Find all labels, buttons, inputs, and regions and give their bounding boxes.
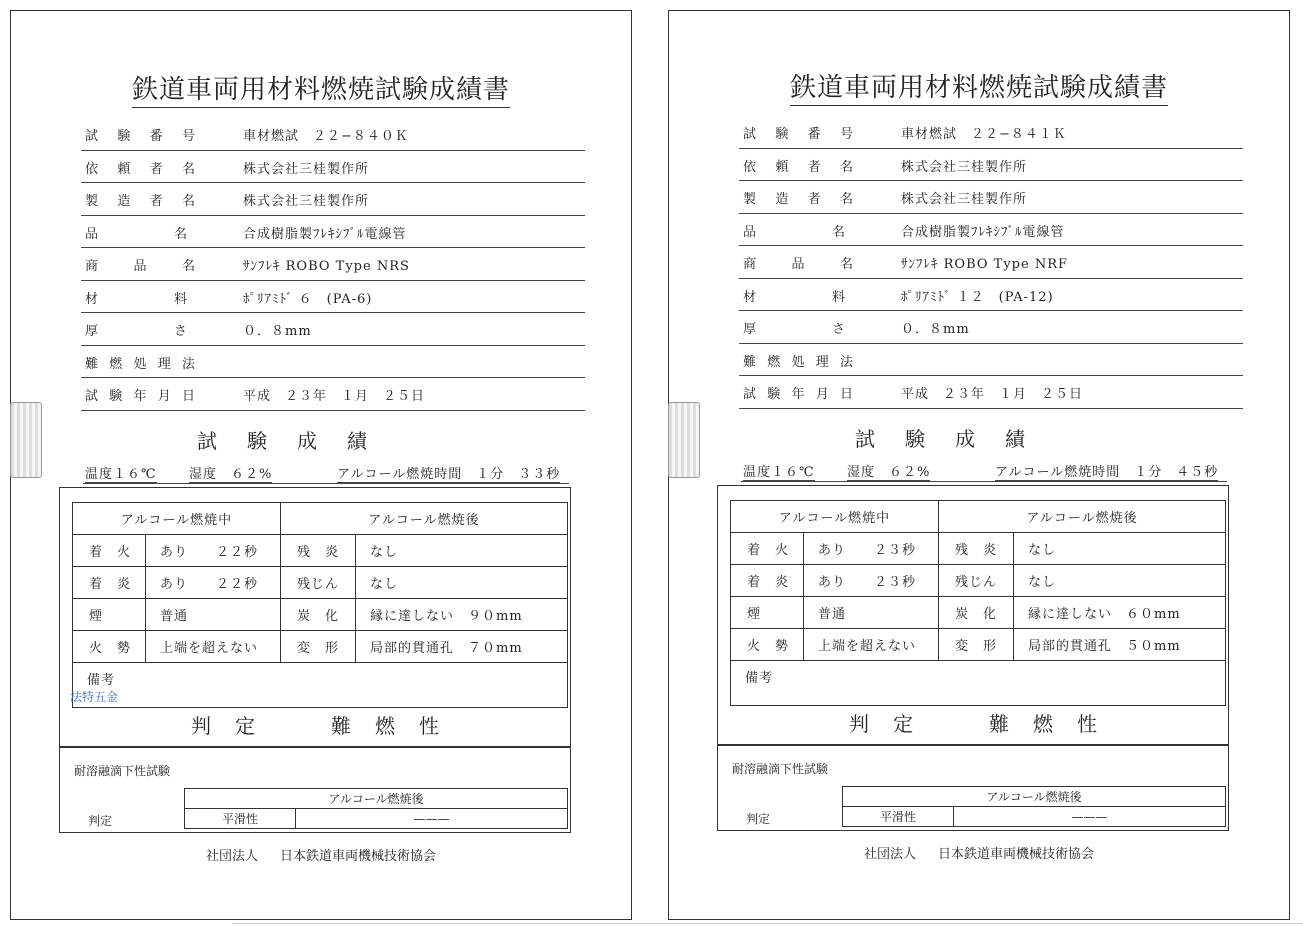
table-row: [73, 567, 568, 599]
label-char: 験: [109, 389, 123, 404]
test-conditions: [83, 463, 569, 484]
cell-value: 縁に達しない ９０mm: [356, 599, 568, 631]
info-row: [739, 214, 1243, 247]
cell-item: 残 炎: [939, 533, 1014, 565]
footer-org: 社団法人: [205, 849, 258, 864]
table-row: [731, 597, 1226, 629]
label-char: 試: [85, 129, 99, 144]
drip-box: [59, 747, 571, 833]
drip-title: 耐溶融滴下性試験: [74, 764, 171, 778]
drip-title: 耐溶融滴下性試験: [732, 762, 829, 776]
label-char: 法: [181, 356, 195, 372]
cell-value: 縁に達しない ６０mm: [1014, 597, 1226, 629]
info-label: [85, 125, 195, 144]
info-row: [81, 281, 585, 314]
info-label: [743, 318, 845, 337]
label-char: 品: [133, 259, 147, 274]
during-header: アルコール燃焼中: [731, 501, 939, 533]
label-char: 試: [743, 127, 757, 142]
info-value: 株式会社三桂製作所: [901, 159, 1028, 175]
label-char: 厚: [743, 322, 757, 337]
footer-name: 日本鉄道車両機械技術協会: [280, 849, 437, 864]
info-value: ﾎﾟﾘｱﾐﾄﾞ ６ (PA-6): [243, 291, 373, 307]
cell-item: 炭 化: [281, 599, 356, 631]
table-row: [73, 535, 568, 567]
label-char: 名: [181, 259, 195, 274]
seal-stamp: [10, 402, 42, 478]
verdict: [718, 708, 1228, 737]
cell-value: 普通: [804, 597, 939, 629]
drip-result: ———: [954, 807, 1226, 827]
verdict-label-char: 判: [849, 712, 869, 736]
info-row: [81, 378, 585, 411]
info-label: [743, 156, 853, 175]
label-char: 商: [85, 259, 99, 274]
label-char: 月: [815, 387, 829, 402]
info-label: [85, 288, 187, 307]
label-char: さ: [173, 324, 187, 339]
info-row: [739, 344, 1243, 377]
label-char: 名: [839, 159, 853, 175]
info-row: [739, 311, 1243, 344]
label-char: 理: [157, 356, 171, 372]
label-char: 材: [743, 289, 757, 305]
verdict: [60, 710, 570, 739]
verdict-value-char: 性: [419, 714, 439, 738]
divider: [232, 923, 1303, 924]
cell-item: 変 形: [939, 629, 1014, 661]
document-title: [669, 67, 1289, 104]
cell-item: 炭 化: [939, 597, 1014, 629]
label-char: 験: [775, 127, 789, 142]
info-row: [81, 248, 585, 281]
info-label: [743, 351, 853, 370]
label-char: 者: [807, 192, 821, 207]
certificate-right: [668, 10, 1290, 920]
footer-name: 日本鉄道車両機械技術協会: [938, 847, 1095, 862]
results-title: [855, 423, 1025, 452]
cell-value: なし: [356, 567, 568, 599]
results-title-char: 績: [1005, 427, 1025, 451]
info-row: [81, 151, 585, 184]
label-char: 法: [839, 354, 853, 370]
label-char: 料: [173, 291, 187, 307]
label-char: 者: [149, 161, 163, 177]
label-char: 名: [173, 226, 187, 242]
cell-value: なし: [1014, 565, 1226, 597]
cell-value: 上端を超えない: [146, 631, 281, 663]
results-title: [197, 425, 367, 454]
drip-table: [842, 786, 1226, 827]
drip-item: 平滑性: [843, 807, 954, 827]
label-char: 品: [791, 257, 805, 272]
label-char: 名: [839, 257, 853, 272]
verdict-label-char: 判: [191, 714, 211, 738]
cell-item: 着 炎: [73, 567, 146, 599]
info-value: ｻﾝﾌﾚｷ ROBO Type NRS: [243, 259, 410, 274]
results-box: [717, 485, 1229, 745]
info-row: [739, 116, 1243, 149]
watermark-text: 法特五金: [70, 690, 119, 704]
info-row: [739, 246, 1243, 279]
cell-value: なし: [356, 535, 568, 567]
label-char: 年: [791, 387, 805, 402]
cell-value: なし: [1014, 533, 1226, 565]
cell-item: 残じん: [281, 567, 356, 599]
info-value: ﾎﾟﾘｱﾐﾄﾞ １２ (PA-12): [901, 289, 1054, 305]
label-char: 号: [839, 127, 853, 142]
during-header: アルコール燃焼中: [73, 503, 281, 535]
verdict-value-char: 難: [331, 714, 351, 738]
info-value: 平成 ２３年 １月 ２５日: [901, 387, 1084, 402]
info-label: [743, 383, 853, 402]
results-title-char: 成: [297, 429, 317, 453]
cell-item: 着 炎: [731, 565, 804, 597]
humidity: 湿度 ６２%: [189, 463, 272, 483]
label-char: 造: [117, 194, 131, 209]
info-label: [85, 223, 187, 242]
info-row: [739, 279, 1243, 312]
footer: [669, 843, 1289, 862]
temperature: 温度１６℃: [85, 463, 157, 483]
results-grid: [72, 502, 568, 708]
verdict-value-char: 難: [989, 712, 1009, 736]
after-header: アルコール燃焼後: [281, 503, 568, 535]
remarks: 備考: [73, 663, 568, 708]
info-row: [739, 181, 1243, 214]
label-char: 依: [743, 159, 757, 175]
drip-judge: 判定: [88, 814, 113, 828]
verdict-label-char: 定: [893, 712, 913, 736]
remarks: 備考: [731, 661, 1226, 706]
info-row: [81, 118, 585, 151]
label-char: 難: [85, 356, 99, 372]
info-label: [85, 353, 195, 372]
label-char: 燃: [767, 354, 781, 370]
info-table: [739, 116, 1243, 409]
cell-value: 上端を超えない: [804, 629, 939, 661]
drip-item: 平滑性: [185, 809, 296, 829]
document-title: [11, 69, 631, 106]
results-title-char: 試: [855, 427, 875, 451]
test-conditions: [741, 461, 1227, 482]
table-row: [731, 629, 1226, 661]
label-char: 製: [743, 192, 757, 207]
spacer: [279, 710, 307, 739]
info-value: ０．８mm: [901, 322, 970, 337]
label-char: 品: [743, 224, 757, 240]
verdict-label-char: 定: [235, 714, 255, 738]
info-label: [85, 320, 187, 339]
info-value: 株式会社三桂製作所: [243, 194, 370, 209]
alcohol-burn-time: アルコール燃焼時間 １分 ４５秒: [995, 461, 1218, 481]
cell-item: 着 火: [73, 535, 146, 567]
cell-item: 残じん: [939, 565, 1014, 597]
label-char: 者: [149, 194, 163, 209]
info-label: [85, 190, 195, 209]
results-title-char: 試: [197, 429, 217, 453]
table-row: [73, 599, 568, 631]
label-char: 理: [815, 354, 829, 370]
table-row: [731, 565, 1226, 597]
table-row: [731, 533, 1226, 565]
label-char: 月: [157, 389, 171, 404]
after-header: アルコール燃焼後: [939, 501, 1226, 533]
cell-value: あり ２３秒: [804, 533, 939, 565]
label-char: 名: [181, 161, 195, 177]
cell-item: 変 形: [281, 631, 356, 663]
cell-item: 火 勢: [73, 631, 146, 663]
drip-box: [717, 745, 1229, 831]
info-value: ｻﾝﾌﾚｷ ROBO Type NRF: [901, 257, 1069, 272]
info-value: 合成樹脂製ﾌﾚｷｼﾌﾞﾙ電線管: [243, 226, 407, 242]
label-char: 試: [85, 389, 99, 404]
results-title-char: 験: [905, 427, 925, 451]
info-value: 車材燃試 ２２−８４０Ｋ: [243, 129, 409, 144]
label-char: 日: [181, 389, 195, 404]
info-label: [85, 255, 195, 274]
label-char: 材: [85, 291, 99, 307]
label-char: 番: [807, 127, 821, 142]
label-char: 名: [839, 192, 853, 207]
label-char: 頼: [775, 159, 789, 175]
verdict-value-char: 燃: [375, 714, 395, 738]
info-row: [81, 183, 585, 216]
label-char: 燃: [109, 356, 123, 372]
info-label: [85, 158, 195, 177]
cell-value: 局部的貫通孔 ５０mm: [1014, 629, 1226, 661]
drip-table: [184, 788, 568, 829]
spacer: [937, 708, 965, 737]
info-value: 車材燃試 ２２−８４１Ｋ: [901, 127, 1067, 142]
cell-value: 局部的貫通孔 ７０mm: [356, 631, 568, 663]
info-value: 株式会社三桂製作所: [901, 192, 1028, 207]
results-box: [59, 487, 571, 747]
info-label: [743, 123, 853, 142]
label-char: 造: [775, 192, 789, 207]
label-char: 難: [743, 354, 757, 370]
label-char: 製: [85, 194, 99, 209]
cell-value: あり ２２秒: [146, 535, 281, 567]
info-row: [81, 216, 585, 249]
cell-value: あり ２２秒: [146, 567, 281, 599]
label-char: さ: [831, 322, 845, 337]
humidity: 湿度 ６２%: [847, 461, 930, 481]
label-char: 頼: [117, 161, 131, 177]
label-char: 年: [133, 389, 147, 404]
cell-item: 火 勢: [731, 629, 804, 661]
label-char: 験: [767, 387, 781, 402]
info-value: 合成樹脂製ﾌﾚｷｼﾌﾞﾙ電線管: [901, 224, 1065, 240]
label-char: 日: [839, 387, 853, 402]
label-char: 号: [181, 129, 195, 144]
label-char: 名: [831, 224, 845, 240]
label-char: 名: [181, 194, 195, 209]
cell-value: あり ２３秒: [804, 565, 939, 597]
cell-item: 残 炎: [281, 535, 356, 567]
verdict-value-char: 性: [1077, 712, 1097, 736]
label-char: 厚: [85, 324, 99, 339]
results-title-char: 験: [247, 429, 267, 453]
seal-stamp: [668, 402, 700, 478]
verdict-value-char: 燃: [1033, 712, 1053, 736]
label-char: 品: [85, 226, 99, 242]
info-label: [85, 385, 195, 404]
info-row: [81, 313, 585, 346]
label-char: 処: [791, 354, 805, 370]
label-char: 験: [117, 129, 131, 144]
table-row: [73, 631, 568, 663]
info-value: 平成 ２３年 １月 ２５日: [243, 389, 426, 404]
info-row: [739, 149, 1243, 182]
document-title-text: 鉄道車両用材料燃焼試験成績書: [132, 75, 510, 108]
info-table: [81, 118, 585, 411]
label-char: 料: [831, 289, 845, 305]
info-value: ０．８mm: [243, 324, 312, 339]
drip-after: アルコール燃焼後: [185, 789, 568, 809]
footer-org: 社団法人: [863, 847, 916, 862]
label-char: 試: [743, 387, 757, 402]
info-label: [743, 286, 845, 305]
alcohol-burn-time: アルコール燃焼時間 １分 ３３秒: [337, 463, 560, 483]
cell-item: 着 火: [731, 533, 804, 565]
label-char: 依: [85, 161, 99, 177]
cell-item: 煙: [731, 597, 804, 629]
info-label: [743, 188, 853, 207]
info-row: [739, 376, 1243, 409]
label-char: 番: [149, 129, 163, 144]
label-char: 処: [133, 356, 147, 372]
info-row: [81, 346, 585, 379]
cell-item: 煙: [73, 599, 146, 631]
info-label: [743, 221, 845, 240]
results-title-char: 成: [955, 427, 975, 451]
drip-result: ———: [296, 809, 568, 829]
label-char: 商: [743, 257, 757, 272]
label-char: 者: [807, 159, 821, 175]
info-value: 株式会社三桂製作所: [243, 161, 370, 177]
info-label: [743, 253, 853, 272]
drip-judge: 判定: [746, 812, 771, 826]
cell-value: 普通: [146, 599, 281, 631]
certificate-left: [10, 10, 632, 920]
results-title-char: 績: [347, 429, 367, 453]
document-title-text: 鉄道車両用材料燃焼試験成績書: [790, 73, 1168, 106]
footer: [11, 845, 631, 864]
results-grid: [730, 500, 1226, 706]
drip-after: アルコール燃焼後: [843, 787, 1226, 807]
temperature: 温度１６℃: [743, 461, 815, 481]
